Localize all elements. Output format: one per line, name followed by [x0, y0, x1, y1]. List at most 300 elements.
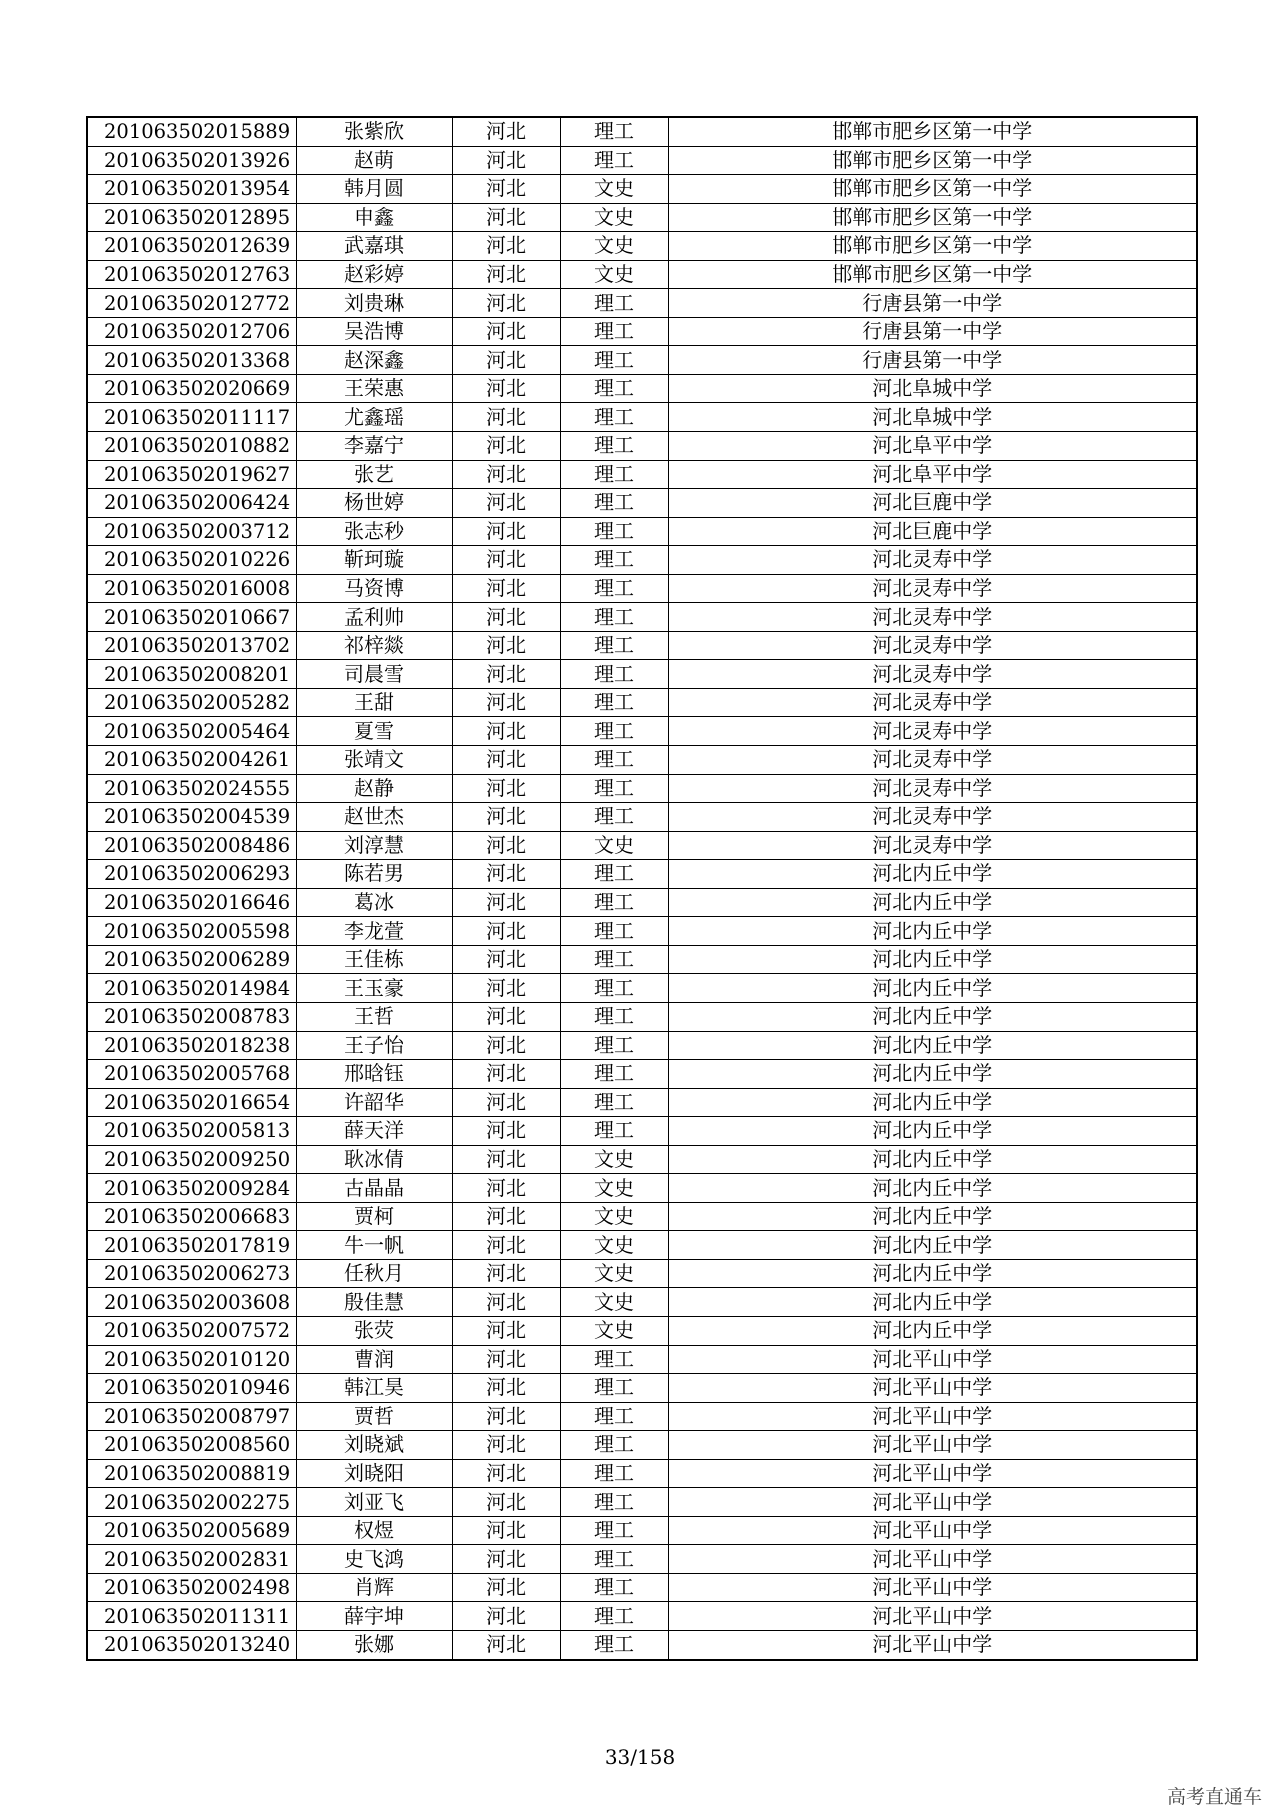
student-name-cell: 贾哲 [296, 1402, 452, 1431]
exam-id-cell: 201063502002275 [87, 1488, 296, 1517]
school-cell: 河北巨鹿中学 [668, 489, 1197, 518]
exam-id-cell: 201063502012706 [87, 317, 296, 346]
school-cell: 河北内丘中学 [668, 1288, 1197, 1317]
table-row [87, 631, 1197, 660]
school-cell: 河北平山中学 [668, 1459, 1197, 1488]
province-cell: 河北 [452, 831, 560, 860]
subject-cell: 理工 [560, 803, 668, 832]
subject-cell: 文史 [560, 1231, 668, 1260]
subject-cell: 理工 [560, 974, 668, 1003]
province-cell: 河北 [452, 974, 560, 1003]
school-cell: 河北内丘中学 [668, 860, 1197, 889]
province-cell: 河北 [452, 374, 560, 403]
student-name-cell: 殷佳慧 [296, 1288, 452, 1317]
school-cell: 行唐县第一中学 [668, 289, 1197, 318]
table-row [87, 289, 1197, 318]
table-row [87, 1088, 1197, 1117]
student-name-cell: 赵萌 [296, 146, 452, 175]
school-cell: 河北平山中学 [668, 1545, 1197, 1574]
exam-id-cell: 201063502012772 [87, 289, 296, 318]
table-row [87, 203, 1197, 232]
table-row [87, 1002, 1197, 1031]
page-number: 33/158 [604, 1745, 676, 1769]
subject-cell: 理工 [560, 317, 668, 346]
subject-cell: 理工 [560, 574, 668, 603]
exam-id-cell: 201063502006289 [87, 945, 296, 974]
subject-cell: 理工 [560, 917, 668, 946]
province-cell: 河北 [452, 1630, 560, 1659]
exam-id-cell: 201063502017819 [87, 1231, 296, 1260]
school-cell: 河北灵寿中学 [668, 660, 1197, 689]
province-cell: 河北 [452, 489, 560, 518]
school-cell: 河北平山中学 [668, 1516, 1197, 1545]
school-cell: 行唐县第一中学 [668, 317, 1197, 346]
exam-id-cell: 201063502015889 [87, 117, 296, 146]
province-cell: 河北 [452, 1431, 560, 1460]
table-row [87, 603, 1197, 632]
student-name-cell: 王玉豪 [296, 974, 452, 1003]
exam-id-cell: 201063502006273 [87, 1259, 296, 1288]
province-cell: 河北 [452, 460, 560, 489]
province-cell: 河北 [452, 660, 560, 689]
exam-id-cell: 201063502018238 [87, 1031, 296, 1060]
exam-id-cell: 201063502012639 [87, 232, 296, 261]
school-cell: 邯郸市肥乡区第一中学 [668, 117, 1197, 146]
school-cell: 河北内丘中学 [668, 1259, 1197, 1288]
subject-cell: 文史 [560, 232, 668, 261]
exam-id-cell: 201063502005464 [87, 717, 296, 746]
exam-id-cell: 201063502010226 [87, 546, 296, 575]
student-name-cell: 王荣惠 [296, 374, 452, 403]
school-cell: 河北平山中学 [668, 1630, 1197, 1659]
province-cell: 河北 [452, 260, 560, 289]
school-cell: 邯郸市肥乡区第一中学 [668, 146, 1197, 175]
province-cell: 河北 [452, 688, 560, 717]
student-name-cell: 牛一帆 [296, 1231, 452, 1260]
school-cell: 河北内丘中学 [668, 917, 1197, 946]
exam-id-cell: 201063502016646 [87, 888, 296, 917]
school-cell: 河北内丘中学 [668, 945, 1197, 974]
exam-id-cell: 201063502008560 [87, 1431, 296, 1460]
province-cell: 河北 [452, 346, 560, 375]
province-cell: 河北 [452, 432, 560, 461]
subject-cell: 文史 [560, 1288, 668, 1317]
student-name-cell: 韩月圆 [296, 175, 452, 204]
province-cell: 河北 [452, 317, 560, 346]
subject-cell: 理工 [560, 717, 668, 746]
subject-cell: 理工 [560, 489, 668, 518]
exam-id-cell: 201063502020669 [87, 374, 296, 403]
student-name-cell: 王子怡 [296, 1031, 452, 1060]
school-cell: 河北内丘中学 [668, 1231, 1197, 1260]
student-name-cell: 马资博 [296, 574, 452, 603]
student-name-cell: 李嘉宁 [296, 432, 452, 461]
exam-id-cell: 201063502012763 [87, 260, 296, 289]
school-cell: 河北巨鹿中学 [668, 517, 1197, 546]
table-row [87, 1431, 1197, 1460]
table-row [87, 1602, 1197, 1631]
subject-cell: 文史 [560, 831, 668, 860]
subject-cell: 理工 [560, 432, 668, 461]
province-cell: 河北 [452, 1231, 560, 1260]
exam-id-cell: 201063502002498 [87, 1573, 296, 1602]
student-name-cell: 杨世婷 [296, 489, 452, 518]
subject-cell: 理工 [560, 289, 668, 318]
subject-cell: 理工 [560, 774, 668, 803]
table-row [87, 688, 1197, 717]
table-row [87, 1573, 1197, 1602]
subject-cell: 理工 [560, 146, 668, 175]
school-cell: 河北内丘中学 [668, 1060, 1197, 1089]
subject-cell: 理工 [560, 1088, 668, 1117]
province-cell: 河北 [452, 1459, 560, 1488]
province-cell: 河北 [452, 1573, 560, 1602]
student-name-cell: 吴浩博 [296, 317, 452, 346]
subject-cell: 理工 [560, 1374, 668, 1403]
subject-cell: 文史 [560, 1259, 668, 1288]
exam-id-cell: 201063502008201 [87, 660, 296, 689]
student-name-cell: 王哲 [296, 1002, 452, 1031]
student-name-cell: 许韶华 [296, 1088, 452, 1117]
exam-id-cell: 201063502011311 [87, 1602, 296, 1631]
school-cell: 邯郸市肥乡区第一中学 [668, 175, 1197, 204]
exam-id-cell: 201063502004539 [87, 803, 296, 832]
province-cell: 河北 [452, 203, 560, 232]
subject-cell: 理工 [560, 546, 668, 575]
table-row [87, 374, 1197, 403]
province-cell: 河北 [452, 1316, 560, 1345]
table-row [87, 1459, 1197, 1488]
table-row [87, 460, 1197, 489]
school-cell: 河北灵寿中学 [668, 717, 1197, 746]
school-cell: 河北内丘中学 [668, 1117, 1197, 1146]
subject-cell: 理工 [560, 517, 668, 546]
exam-id-cell: 201063502016008 [87, 574, 296, 603]
school-cell: 河北灵寿中学 [668, 746, 1197, 775]
table-row [87, 774, 1197, 803]
subject-cell: 理工 [560, 1545, 668, 1574]
student-name-cell: 刘淳慧 [296, 831, 452, 860]
exam-id-cell: 201063502008797 [87, 1402, 296, 1431]
province-cell: 河北 [452, 1031, 560, 1060]
province-cell: 河北 [452, 146, 560, 175]
table-row [87, 1516, 1197, 1545]
school-cell: 河北灵寿中学 [668, 774, 1197, 803]
subject-cell: 理工 [560, 1402, 668, 1431]
exam-id-cell: 201063502012895 [87, 203, 296, 232]
province-cell: 河北 [452, 1402, 560, 1431]
student-name-cell: 王甜 [296, 688, 452, 717]
school-cell: 河北内丘中学 [668, 1202, 1197, 1231]
student-name-cell: 刘贵琳 [296, 289, 452, 318]
student-name-cell: 韩江昊 [296, 1374, 452, 1403]
table-row [87, 831, 1197, 860]
province-cell: 河北 [452, 631, 560, 660]
school-cell: 河北阜平中学 [668, 432, 1197, 461]
exam-id-cell: 201063502005689 [87, 1516, 296, 1545]
watermark-text: 高考直通车 [1166, 1786, 1262, 1808]
student-name-cell: 夏雪 [296, 717, 452, 746]
subject-cell: 理工 [560, 1345, 668, 1374]
subject-cell: 文史 [560, 1174, 668, 1203]
table-row [87, 974, 1197, 1003]
student-name-cell: 邢晗钰 [296, 1060, 452, 1089]
province-cell: 河北 [452, 774, 560, 803]
student-name-cell: 薛天洋 [296, 1117, 452, 1146]
exam-id-cell: 201063502014984 [87, 974, 296, 1003]
province-cell: 河北 [452, 517, 560, 546]
province-cell: 河北 [452, 1060, 560, 1089]
school-cell: 河北内丘中学 [668, 888, 1197, 917]
province-cell: 河北 [452, 546, 560, 575]
exam-id-cell: 201063502008819 [87, 1459, 296, 1488]
province-cell: 河北 [452, 860, 560, 889]
subject-cell: 文史 [560, 1145, 668, 1174]
subject-cell: 文史 [560, 203, 668, 232]
province-cell: 河北 [452, 1516, 560, 1545]
school-cell: 河北平山中学 [668, 1602, 1197, 1631]
table-row [87, 1630, 1197, 1659]
province-cell: 河北 [452, 1345, 560, 1374]
subject-cell: 理工 [560, 403, 668, 432]
exam-id-cell: 201063502006293 [87, 860, 296, 889]
school-cell: 河北阜城中学 [668, 403, 1197, 432]
subject-cell: 理工 [560, 1060, 668, 1089]
table-row [87, 1288, 1197, 1317]
exam-id-cell: 201063502019627 [87, 460, 296, 489]
province-cell: 河北 [452, 1002, 560, 1031]
exam-id-cell: 201063502009284 [87, 1174, 296, 1203]
student-name-cell: 赵世杰 [296, 803, 452, 832]
student-name-cell: 赵彩婷 [296, 260, 452, 289]
table-row [87, 746, 1197, 775]
subject-cell: 理工 [560, 1031, 668, 1060]
province-cell: 河北 [452, 403, 560, 432]
school-cell: 邯郸市肥乡区第一中学 [668, 203, 1197, 232]
school-cell: 河北灵寿中学 [668, 803, 1197, 832]
table-body [87, 117, 1197, 1660]
table-row [87, 1031, 1197, 1060]
school-cell: 河北平山中学 [668, 1374, 1197, 1403]
subject-cell: 文史 [560, 260, 668, 289]
table-row [87, 517, 1197, 546]
table-row [87, 432, 1197, 461]
province-cell: 河北 [452, 1488, 560, 1517]
subject-cell: 理工 [560, 1573, 668, 1602]
student-name-cell: 张紫欣 [296, 117, 452, 146]
province-cell: 河北 [452, 175, 560, 204]
student-name-cell: 史飞鸿 [296, 1545, 452, 1574]
table-row [87, 1316, 1197, 1345]
exam-id-cell: 201063502006424 [87, 489, 296, 518]
table-row [87, 146, 1197, 175]
table-row [87, 1202, 1197, 1231]
table-row [87, 1345, 1197, 1374]
province-cell: 河北 [452, 917, 560, 946]
province-cell: 河北 [452, 945, 560, 974]
table-row [87, 1174, 1197, 1203]
exam-id-cell: 201063502008783 [87, 1002, 296, 1031]
exam-id-cell: 201063502007572 [87, 1316, 296, 1345]
exam-id-cell: 201063502011117 [87, 403, 296, 432]
table-row [87, 403, 1197, 432]
school-cell: 河北灵寿中学 [668, 546, 1197, 575]
student-name-cell: 赵静 [296, 774, 452, 803]
student-name-cell: 陈若男 [296, 860, 452, 889]
exam-id-cell: 201063502004261 [87, 746, 296, 775]
student-name-cell: 耿冰倩 [296, 1145, 452, 1174]
table-row [87, 660, 1197, 689]
school-cell: 河北内丘中学 [668, 974, 1197, 1003]
province-cell: 河北 [452, 1288, 560, 1317]
school-cell: 河北平山中学 [668, 1431, 1197, 1460]
subject-cell: 理工 [560, 117, 668, 146]
school-cell: 河北内丘中学 [668, 1316, 1197, 1345]
school-cell: 邯郸市肥乡区第一中学 [668, 260, 1197, 289]
province-cell: 河北 [452, 1174, 560, 1203]
exam-id-cell: 201063502010946 [87, 1374, 296, 1403]
exam-id-cell: 201063502013702 [87, 631, 296, 660]
table-row [87, 860, 1197, 889]
exam-id-cell: 201063502003712 [87, 517, 296, 546]
table-row [87, 232, 1197, 261]
student-name-cell: 葛冰 [296, 888, 452, 917]
subject-cell: 理工 [560, 374, 668, 403]
student-name-cell: 孟利帅 [296, 603, 452, 632]
province-cell: 河北 [452, 117, 560, 146]
student-name-cell: 申鑫 [296, 203, 452, 232]
exam-id-cell: 201063502010667 [87, 603, 296, 632]
province-cell: 河北 [452, 1602, 560, 1631]
exam-id-cell: 201063502013926 [87, 146, 296, 175]
table-row [87, 346, 1197, 375]
student-name-cell: 张靖文 [296, 746, 452, 775]
student-name-cell: 任秋月 [296, 1259, 452, 1288]
table-row [87, 117, 1197, 146]
table-row [87, 546, 1197, 575]
student-name-cell: 曹润 [296, 1345, 452, 1374]
province-cell: 河北 [452, 1202, 560, 1231]
table-row [87, 489, 1197, 518]
subject-cell: 理工 [560, 1117, 668, 1146]
exam-id-cell: 201063502010120 [87, 1345, 296, 1374]
student-name-cell: 权煜 [296, 1516, 452, 1545]
table-row [87, 574, 1197, 603]
school-cell: 河北平山中学 [668, 1345, 1197, 1374]
table-row [87, 1145, 1197, 1174]
table-row [87, 1060, 1197, 1089]
exam-id-cell: 201063502005768 [87, 1060, 296, 1089]
exam-id-cell: 201063502013368 [87, 346, 296, 375]
school-cell: 河北平山中学 [668, 1488, 1197, 1517]
subject-cell: 文史 [560, 1202, 668, 1231]
table-row [87, 1374, 1197, 1403]
exam-id-cell: 201063502009250 [87, 1145, 296, 1174]
exam-id-cell: 201063502013954 [87, 175, 296, 204]
student-name-cell: 薛宇坤 [296, 1602, 452, 1631]
student-name-cell: 张艺 [296, 460, 452, 489]
subject-cell: 理工 [560, 746, 668, 775]
exam-id-cell: 201063502010882 [87, 432, 296, 461]
table-row [87, 888, 1197, 917]
table-row [87, 803, 1197, 832]
student-list-table [86, 116, 1198, 1661]
school-cell: 河北平山中学 [668, 1402, 1197, 1431]
table-row [87, 945, 1197, 974]
student-name-cell: 刘晓阳 [296, 1459, 452, 1488]
exam-id-cell: 201063502008486 [87, 831, 296, 860]
subject-cell: 理工 [560, 1630, 668, 1659]
table-row [87, 1259, 1197, 1288]
province-cell: 河北 [452, 574, 560, 603]
subject-cell: 理工 [560, 660, 668, 689]
school-cell: 行唐县第一中学 [668, 346, 1197, 375]
school-cell: 河北灵寿中学 [668, 831, 1197, 860]
student-name-cell: 尤鑫瑶 [296, 403, 452, 432]
province-cell: 河北 [452, 1117, 560, 1146]
student-name-cell: 武嘉琪 [296, 232, 452, 261]
student-name-cell: 贾柯 [296, 1202, 452, 1231]
student-name-cell: 祁梓燚 [296, 631, 452, 660]
student-name-cell: 靳珂璇 [296, 546, 452, 575]
school-cell: 河北内丘中学 [668, 1145, 1197, 1174]
province-cell: 河北 [452, 1259, 560, 1288]
province-cell: 河北 [452, 888, 560, 917]
school-cell: 河北阜平中学 [668, 460, 1197, 489]
student-name-cell: 司晨雪 [296, 660, 452, 689]
subject-cell: 理工 [560, 888, 668, 917]
student-name-cell: 张娜 [296, 1630, 452, 1659]
subject-cell: 理工 [560, 1459, 668, 1488]
exam-id-cell: 201063502005598 [87, 917, 296, 946]
exam-id-cell: 201063502002831 [87, 1545, 296, 1574]
school-cell: 河北内丘中学 [668, 1002, 1197, 1031]
student-name-cell: 刘晓斌 [296, 1431, 452, 1460]
school-cell: 河北平山中学 [668, 1573, 1197, 1602]
table-row [87, 717, 1197, 746]
table-row [87, 917, 1197, 946]
table-row [87, 317, 1197, 346]
student-name-cell: 王佳栋 [296, 945, 452, 974]
school-cell: 邯郸市肥乡区第一中学 [668, 232, 1197, 261]
exam-id-cell: 201063502016654 [87, 1088, 296, 1117]
school-cell: 河北内丘中学 [668, 1088, 1197, 1117]
table-row [87, 1231, 1197, 1260]
subject-cell: 理工 [560, 460, 668, 489]
province-cell: 河北 [452, 1145, 560, 1174]
subject-cell: 理工 [560, 346, 668, 375]
school-cell: 河北灵寿中学 [668, 603, 1197, 632]
subject-cell: 理工 [560, 1516, 668, 1545]
province-cell: 河北 [452, 746, 560, 775]
subject-cell: 文史 [560, 1316, 668, 1345]
table-row [87, 1117, 1197, 1146]
student-name-cell: 赵深鑫 [296, 346, 452, 375]
subject-cell: 理工 [560, 1488, 668, 1517]
subject-cell: 理工 [560, 1002, 668, 1031]
province-cell: 河北 [452, 1374, 560, 1403]
student-name-cell: 古晶晶 [296, 1174, 452, 1203]
subject-cell: 理工 [560, 631, 668, 660]
student-name-cell: 张荧 [296, 1316, 452, 1345]
exam-id-cell: 201063502024555 [87, 774, 296, 803]
school-cell: 河北内丘中学 [668, 1031, 1197, 1060]
exam-id-cell: 201063502005813 [87, 1117, 296, 1146]
school-cell: 河北灵寿中学 [668, 631, 1197, 660]
school-cell: 河北阜城中学 [668, 374, 1197, 403]
province-cell: 河北 [452, 803, 560, 832]
subject-cell: 文史 [560, 175, 668, 204]
